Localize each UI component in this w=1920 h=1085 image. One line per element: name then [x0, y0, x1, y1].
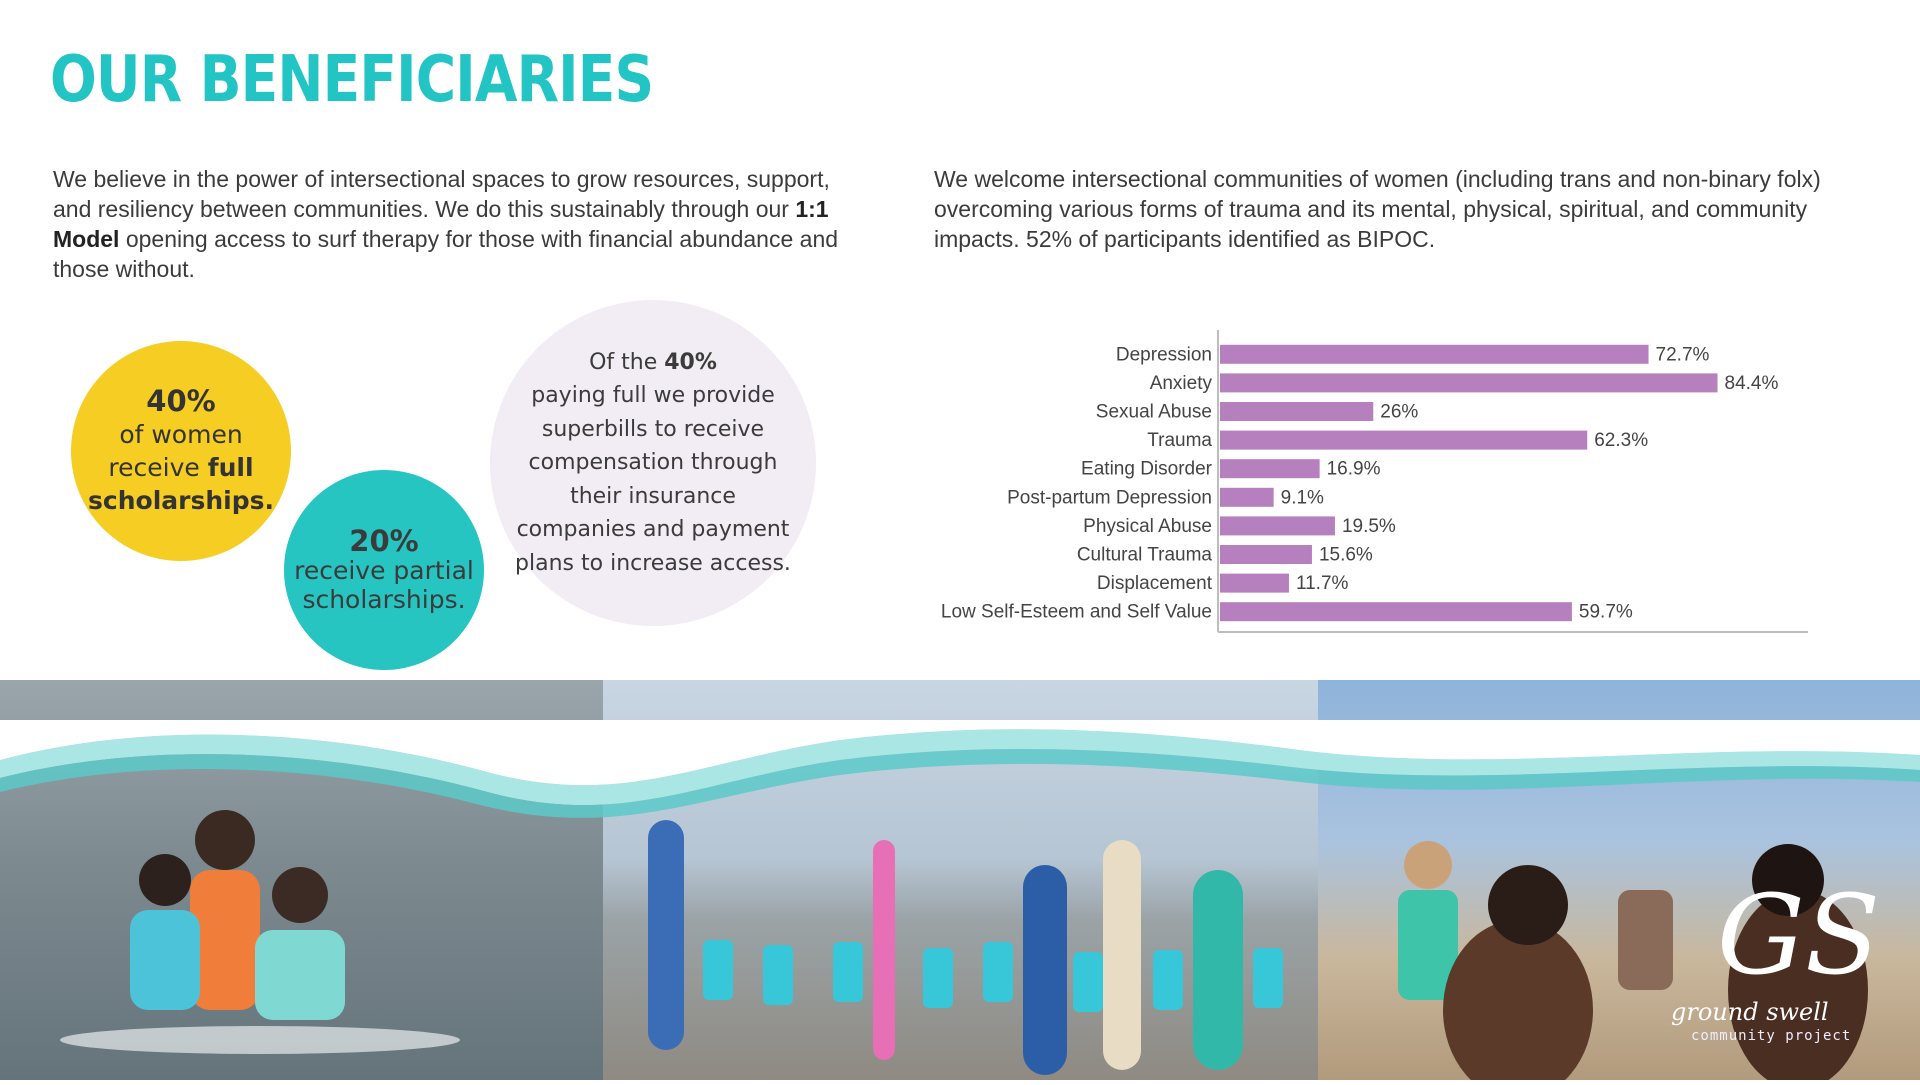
bar-value-label: 16.9% — [1326, 458, 1381, 480]
wave-divider — [0, 720, 1920, 840]
bar-value-label: 62.3% — [1594, 430, 1649, 452]
superbills-circle — [490, 300, 816, 626]
partial-scholarship-circle — [284, 470, 484, 670]
bar-value-label: 9.1% — [1280, 487, 1324, 509]
full-scholarship-pct: 40% — [146, 384, 216, 418]
bar — [1220, 516, 1335, 535]
full-scholarship-circle — [71, 341, 291, 561]
page-title: OUR BENEFICIARIES — [50, 43, 654, 117]
trauma-bar-chart — [920, 330, 1820, 640]
partial-scholarship-line1: receive partial — [294, 555, 474, 585]
bar — [1220, 488, 1274, 507]
logo-sub: community project — [1691, 1028, 1852, 1044]
superbills-bold: 40% — [664, 349, 717, 375]
bar-category-label: Sexual Abuse — [1095, 401, 1212, 423]
bar-category-label: Post-partum Depression — [1007, 487, 1212, 509]
partial-scholarship-pct: 20% — [349, 523, 419, 558]
full-scholarship-line3: scholarships. — [88, 486, 274, 515]
full-scholarship-line2 — [108, 451, 253, 484]
bar-category-label: Displacement — [1096, 573, 1212, 595]
superbills-body: paying full we provide superbills to receive compensation through their insurance companies and payment plans to increase access. — [515, 383, 791, 576]
bar-category-label: Physical Abuse — [1083, 515, 1212, 537]
bar-value-label: 72.7% — [1655, 344, 1710, 366]
bar-value-label: 19.5% — [1341, 515, 1396, 537]
bar — [1220, 345, 1649, 364]
full-scholarship-line2-bold: full — [207, 453, 254, 482]
bar-value-label: 11.7% — [1295, 573, 1349, 595]
full-scholarship-line2-pre: receive — [108, 453, 208, 482]
bar — [1220, 402, 1373, 421]
bar-category-label: Anxiety — [1149, 372, 1212, 394]
bar-category-label: Low Self-Esteem and Self Value — [940, 601, 1212, 623]
logo-mark: GS — [1717, 871, 1881, 999]
bar — [1220, 373, 1718, 392]
bar — [1220, 459, 1320, 478]
partial-scholarship-line2: scholarships. — [302, 584, 466, 614]
bar-value-label: 15.6% — [1318, 544, 1373, 566]
bar — [1220, 545, 1312, 564]
intro-bold-model: 1:1 Model — [53, 196, 829, 252]
bar-value-label: 26% — [1380, 401, 1419, 423]
bar-value-label: 59.7% — [1578, 601, 1633, 623]
bar-category-label: Depression — [1115, 344, 1212, 366]
bar — [1220, 574, 1289, 593]
intro-paragraph — [53, 164, 853, 284]
bar — [1220, 431, 1587, 450]
intro-text-2: opening access to surf therapy for those with financial abundance and those without. — [53, 226, 839, 282]
intro-text-1: We believe in the power of intersectional spaces to grow resources, support, and resiliency between communities. We do this sustainably through our — [53, 166, 830, 222]
bar-category-label: Eating Disorder — [1081, 458, 1212, 480]
bar-category-label: Cultural Trauma — [1076, 544, 1212, 566]
full-scholarship-line1: of women — [119, 420, 243, 449]
bar-category-label: Trauma — [1147, 430, 1212, 452]
welcome-paragraph: We welcome intersectional communities of women (including trans and non-binary folx) overcoming various forms of trauma and its mental, physical, spiritual, and community impacts. 52% of participants identified as BIPOC. — [934, 166, 1821, 252]
superbills-text — [508, 346, 798, 581]
bar — [1220, 602, 1572, 621]
groundswell-logo — [1665, 871, 1895, 1050]
logo-name: ground swell — [1671, 998, 1829, 1026]
superbills-pre: Of the — [589, 349, 665, 375]
bar-value-label: 84.4% — [1724, 372, 1779, 394]
